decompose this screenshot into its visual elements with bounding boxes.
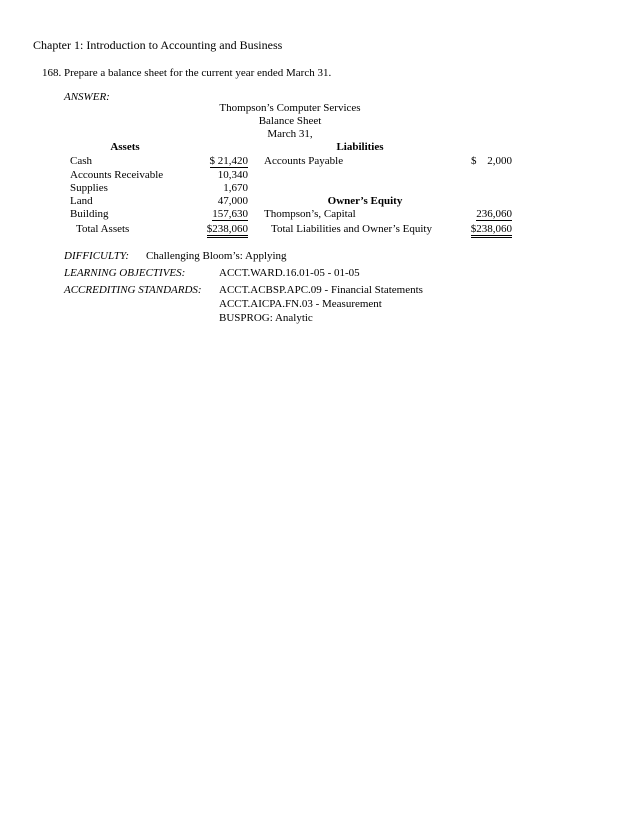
asset-value-building-text: 157,630 bbox=[212, 208, 248, 220]
total-liab-equity-value bbox=[450, 224, 512, 238]
equity-value-capital bbox=[450, 209, 512, 221]
total-assets-label: Total Assets bbox=[76, 223, 130, 235]
asset-value-land: 47,000 bbox=[217, 195, 248, 207]
chapter-title: Chapter 1: Introduction to Accounting and Business bbox=[33, 38, 283, 52]
difficulty-label: DIFFICULTY: bbox=[64, 250, 130, 262]
asset-label-land: Land bbox=[70, 195, 93, 207]
statement-date: March 31, bbox=[267, 128, 313, 140]
equity-heading: Owner’s Equity bbox=[327, 195, 403, 207]
total-assets-value bbox=[180, 224, 248, 238]
asset-label-cash: Cash bbox=[70, 155, 92, 167]
asset-value-cash bbox=[180, 156, 248, 168]
standards-value-2: ACCT.AICPA.FN.03 - Measurement bbox=[219, 298, 382, 310]
total-liab-equity-value-text: $238,060 bbox=[471, 224, 512, 238]
assets-heading: Assets bbox=[110, 141, 140, 153]
equity-value-capital-text: 236,060 bbox=[476, 208, 512, 220]
equity-label-capital: Thompson’s, Capital bbox=[264, 208, 356, 220]
standards-label: ACCREDITING STANDARDS: bbox=[64, 284, 202, 296]
asset-value-supplies: 1,670 bbox=[223, 182, 248, 194]
asset-value-building bbox=[180, 209, 248, 221]
liability-currency-ap: $ bbox=[471, 155, 477, 167]
objectives-label: LEARNING OBJECTIVES: bbox=[64, 267, 186, 279]
answer-label: ANSWER: bbox=[64, 91, 110, 103]
company-name: Thompson’s Computer Services bbox=[219, 102, 361, 114]
liability-value-ap: 2,000 bbox=[487, 155, 512, 167]
standards-value-3: BUSPROG: Analytic bbox=[219, 312, 313, 324]
asset-label-building: Building bbox=[70, 208, 109, 220]
standards-value-1: ACCT.ACBSP.APC.09 - Financial Statements bbox=[219, 284, 423, 296]
difficulty-value: Challenging Bloom’s: Applying bbox=[146, 250, 287, 262]
asset-label-ar: Accounts Receivable bbox=[70, 169, 164, 181]
question-text: 168. Prepare a balance sheet for the current year ended March 31. bbox=[42, 67, 332, 79]
objectives-value: ACCT.WARD.16.01-05 - 01-05 bbox=[219, 267, 360, 279]
asset-value-ar: 10,340 bbox=[217, 169, 248, 181]
asset-value-cash-text: $ 21,420 bbox=[209, 155, 248, 167]
asset-label-supplies: Supplies bbox=[70, 182, 108, 194]
liabilities-heading: Liabilities bbox=[336, 141, 384, 153]
total-liab-equity-label: Total Liabilities and Owner’s Equity bbox=[271, 223, 432, 235]
total-assets-value-text: $238,060 bbox=[207, 224, 248, 238]
liability-label-ap: Accounts Payable bbox=[264, 155, 344, 167]
statement-title: Balance Sheet bbox=[258, 115, 322, 127]
